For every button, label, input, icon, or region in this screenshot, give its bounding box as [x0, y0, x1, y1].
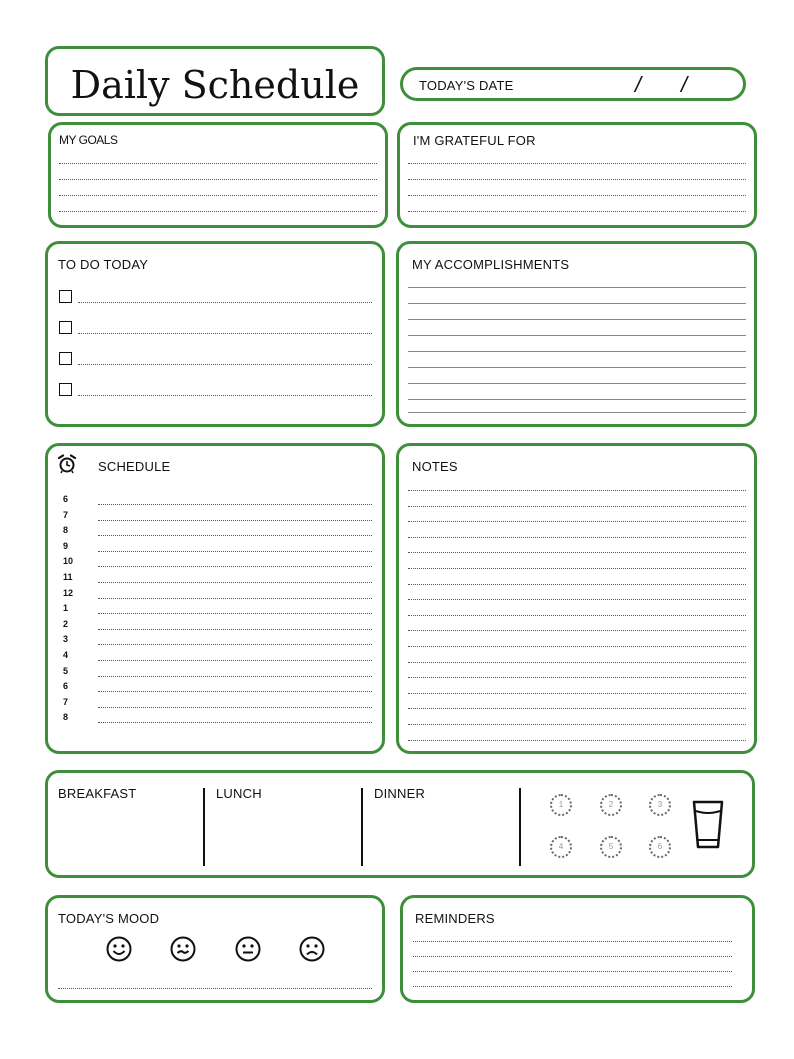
meals-box	[45, 770, 755, 878]
schedule-line[interactable]	[98, 582, 372, 583]
grateful-label: I'M GRATEFUL FOR	[413, 133, 536, 148]
schedule-line[interactable]	[98, 707, 372, 708]
notes-line[interactable]	[408, 677, 746, 678]
mood-box	[45, 895, 385, 1003]
meal-divider	[203, 788, 205, 866]
notes-line[interactable]	[408, 740, 746, 741]
schedule-line[interactable]	[98, 660, 372, 661]
writing-line[interactable]	[408, 335, 746, 336]
date-label: TODAY'S DATE	[419, 78, 514, 93]
dinner-label: DINNER	[374, 786, 426, 801]
notes-line[interactable]	[408, 599, 746, 600]
lunch-label: LUNCH	[216, 786, 262, 801]
schedule-hour-label: 7	[63, 509, 69, 520]
schedule-hour-label: 8	[63, 712, 69, 723]
writing-line[interactable]	[408, 319, 746, 320]
todo-checkbox[interactable]	[59, 383, 72, 396]
writing-line[interactable]	[58, 988, 372, 989]
notes-line[interactable]	[408, 552, 746, 553]
writing-line[interactable]	[408, 303, 746, 304]
schedule-hour-label: 5	[63, 665, 69, 676]
water-circle[interactable]: 4	[550, 836, 572, 858]
writing-line[interactable]	[408, 287, 746, 288]
todo-checkbox[interactable]	[59, 321, 72, 334]
todo-checkbox[interactable]	[59, 352, 72, 365]
notes-line[interactable]	[408, 646, 746, 647]
writing-line[interactable]	[408, 383, 746, 384]
water-circle[interactable]: 3	[649, 794, 671, 816]
schedule-line[interactable]	[98, 504, 372, 505]
schedule-label: SCHEDULE	[98, 459, 171, 474]
writing-line[interactable]	[59, 163, 377, 164]
schedule-hour-label: 6	[63, 494, 69, 504]
schedule-hour-label: 3	[63, 634, 69, 645]
date-slash: /	[635, 72, 642, 97]
date-box	[400, 67, 746, 101]
notes-line[interactable]	[408, 490, 746, 491]
sad-face-icon[interactable]	[299, 936, 325, 962]
writing-line[interactable]	[59, 211, 377, 212]
notes-box	[396, 443, 757, 754]
notes-line[interactable]	[408, 521, 746, 522]
writing-line[interactable]	[408, 367, 746, 368]
writing-line[interactable]	[59, 195, 377, 196]
notes-line[interactable]	[408, 506, 746, 507]
writing-line[interactable]	[78, 333, 372, 334]
mood-label: TODAY'S MOOD	[58, 911, 160, 926]
writing-line[interactable]	[413, 986, 732, 987]
notes-line[interactable]	[408, 568, 746, 569]
accomplishments-label: MY ACCOMPLISHMENTS	[412, 257, 570, 272]
water-circle[interactable]: 1	[550, 794, 572, 816]
notes-line[interactable]	[408, 708, 746, 709]
date-slash: /	[681, 72, 688, 97]
notes-label: NOTES	[412, 459, 458, 474]
schedule-hour-label: 12	[63, 587, 74, 598]
schedule-line[interactable]	[98, 644, 372, 645]
writing-line[interactable]	[408, 163, 746, 164]
notes-line[interactable]	[408, 662, 746, 663]
schedule-line[interactable]	[98, 676, 372, 677]
writing-line[interactable]	[408, 351, 746, 352]
happy-face-icon[interactable]	[106, 936, 132, 962]
writing-line[interactable]	[408, 179, 746, 180]
writing-line[interactable]	[408, 211, 746, 212]
writing-line[interactable]	[408, 195, 746, 196]
meal-divider	[519, 788, 521, 866]
grateful-box	[397, 122, 757, 228]
schedule-line[interactable]	[98, 629, 372, 630]
page-title: Daily Schedule	[70, 63, 360, 107]
schedule-line[interactable]	[98, 613, 372, 614]
alarm-clock-icon	[57, 454, 77, 474]
schedule-line[interactable]	[98, 722, 372, 723]
reminders-box	[400, 895, 755, 1003]
goals-box	[48, 122, 388, 228]
schedule-hour-label: 6	[63, 681, 69, 692]
water-circle[interactable]: 2	[600, 794, 622, 816]
schedule-line[interactable]	[98, 691, 372, 692]
writing-line[interactable]	[59, 179, 377, 180]
title-box	[45, 46, 385, 116]
schedule-line[interactable]	[98, 566, 372, 567]
schedule-hour-label: 1	[63, 603, 69, 614]
schedule-hour-label: 7	[63, 696, 69, 707]
writing-line[interactable]	[413, 956, 732, 957]
schedule-hour-label: 4	[63, 650, 69, 660]
accomplishments-box	[396, 241, 757, 427]
schedule-hour-label: 8	[63, 525, 69, 536]
goals-label: MY GOALS	[59, 133, 118, 147]
todo-box	[45, 241, 385, 427]
breakfast-label: BREAKFAST	[58, 786, 137, 801]
schedule-box	[45, 443, 385, 754]
schedule-hour-label: 2	[63, 618, 69, 629]
notes-line[interactable]	[408, 693, 746, 694]
schedule-hour-label: 9	[63, 540, 69, 551]
writing-line[interactable]	[408, 412, 746, 413]
notes-line[interactable]	[408, 584, 746, 585]
todo-label: TO DO TODAY	[58, 257, 149, 272]
writing-line[interactable]	[408, 399, 746, 400]
confused-face-icon[interactable]	[170, 936, 196, 962]
notes-line[interactable]	[408, 724, 746, 725]
schedule-line[interactable]	[98, 535, 372, 536]
writing-line[interactable]	[413, 941, 732, 942]
schedule-hour-label: 10	[63, 556, 74, 567]
neutral-face-icon[interactable]	[235, 936, 261, 962]
notes-line[interactable]	[408, 537, 746, 538]
water-glass-icon	[691, 799, 725, 851]
writing-line[interactable]	[78, 395, 372, 396]
writing-line[interactable]	[413, 971, 732, 972]
water-circle[interactable]: 5	[600, 836, 622, 858]
reminders-label: REMINDERS	[415, 911, 495, 926]
meal-divider	[361, 788, 363, 866]
schedule-hour-label: 11	[63, 572, 73, 582]
todo-checkbox[interactable]	[59, 290, 72, 303]
notes-line[interactable]	[408, 630, 746, 631]
notes-line[interactable]	[408, 615, 746, 616]
writing-line[interactable]	[78, 364, 372, 365]
writing-line[interactable]	[78, 302, 372, 303]
schedule-line[interactable]	[98, 520, 372, 521]
schedule-line[interactable]	[98, 598, 372, 599]
water-circle[interactable]: 6	[649, 836, 671, 858]
schedule-line[interactable]	[98, 551, 372, 552]
